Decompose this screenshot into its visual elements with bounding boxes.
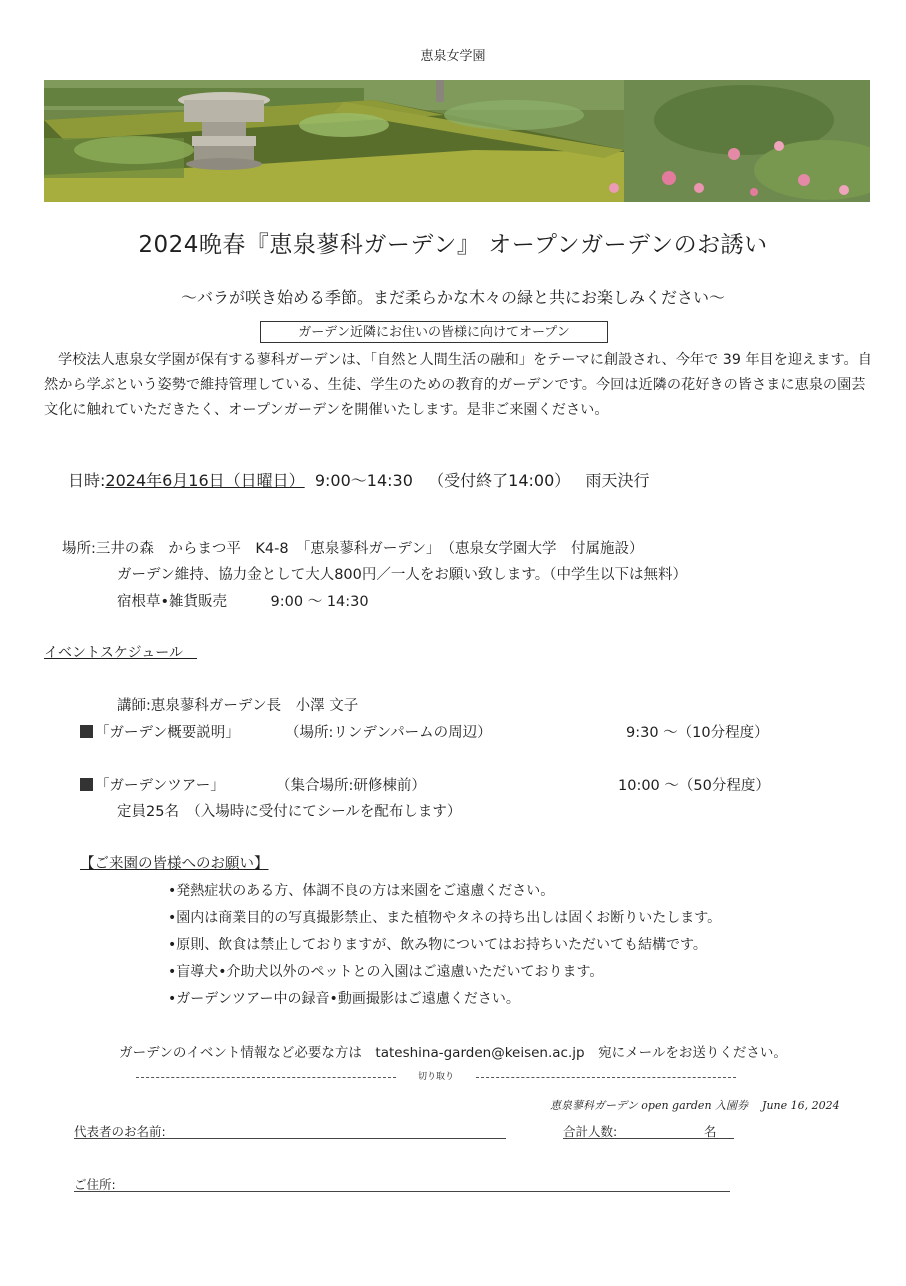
garden-photo (44, 80, 870, 202)
datetime-reception: （受付終了14:00） (428, 471, 571, 490)
capacity-line: 定員25名 （入場時に受付にてシールを配布します） (117, 804, 462, 820)
count-label: 合計人数: (563, 1124, 618, 1139)
subtitle: ～バラが咲き始める季節。まだ柔らかな木々の緑と共にお楽しみください～ (180, 288, 725, 307)
datetime-date: 2024年6月16日（日曜日） (105, 471, 305, 490)
request-item: •園内は商業目的の写真撮影禁止、また植物やタネの持ち出しは固くお断りいたします。 (168, 910, 722, 926)
page-title: 2024晩春『恵泉蓼科ガーデン』 オープンガーデンのお誘い (138, 232, 768, 258)
ticket-title: 恵泉蓼科ガーデン open garden 入園券 (550, 1099, 749, 1112)
datetime-time: 9:00～14:30 (314, 471, 413, 490)
ticket-date: June 16, 2024 (762, 1099, 840, 1112)
event-name: 「ガーデンツアー」 (95, 778, 225, 794)
bullet-square-icon (80, 725, 93, 738)
contact-email: tateshina-garden@keisen.ac.jp (375, 1045, 585, 1061)
contact-before: ガーデンのイベント情報など必要な方は (119, 1045, 376, 1061)
place-line: 場所:三井の森 からまつ平 K4-8 「恵泉蓼科ガーデン」 （恵泉女学園大学 付属施設） (62, 541, 644, 557)
request-item: •ガーデンツアー中の録音•動画撮影はご遠慮ください。 (168, 991, 520, 1007)
event-item (80, 721, 240, 742)
event-time: 9:30 ～（10分程度） (626, 725, 769, 741)
ticket-header (550, 1097, 840, 1113)
count-unit: 名 (704, 1124, 717, 1139)
garden-illustration (44, 80, 870, 202)
event-time: 10:00 ～（50分程度） (618, 778, 770, 794)
notice-box: ガーデン近隣にお住いの皆様に向けてオープン (260, 321, 608, 343)
intro-paragraph: 学校法人恵泉女学園が保有する蓼科ガーデンは、「自然と人間生活の融和」をテーマに創設され、今年で 39 年目を迎えます。自然から学ぶという姿勢で維持管理している、生徒、学生のための教育的ガーデンです。今回は近隣の花好きの皆さまに恵泉の園芸文化に触れていただきたく、オープンガーデンを開催いたします。是非ご来園ください。 (44, 352, 872, 418)
count-line[interactable] (563, 1138, 734, 1139)
datetime-weather: 雨天決行 (585, 471, 650, 490)
address-line[interactable] (74, 1191, 730, 1192)
organization-name: 恵泉女学園 (420, 49, 486, 64)
request-item: •盲導犬•介助犬以外のペットとの入園はご遠慮いただいております。 (168, 964, 604, 980)
datetime-label: 日時: (68, 471, 106, 490)
event-place: （集合場所:研修棟前） (276, 778, 426, 794)
contact-after: 宛にメールをお送りください。 (584, 1045, 787, 1061)
sales-line: 宿根草•雑貨販売 9:00 ～ 14:30 (117, 594, 369, 610)
request-item: •原則、飲食は禁止しておりますが、飲み物についてはお持ちいただいても結構です。 (168, 937, 707, 953)
cut-line (136, 1069, 736, 1085)
schedule-heading: イベントスケジュール (44, 645, 198, 661)
rep-name-line[interactable] (74, 1138, 506, 1139)
contact-line (0, 1041, 906, 1061)
bullet-square-icon (80, 778, 93, 791)
rep-name-label: 代表者のお名前: (74, 1124, 166, 1139)
event-item (80, 774, 225, 795)
event-name: 「ガーデン概要説明」 (95, 725, 240, 741)
address-label: ご住所: (74, 1177, 116, 1192)
requests-heading: 【ご来園の皆様へのお願い】 (80, 856, 269, 872)
lecturer-line: 講師:恵泉蓼科ガーデン長 小澤 文子 (117, 698, 359, 714)
fee-line: ガーデン維持、協力金として大人800円／一人をお願い致します。（中学生以下は無料） (117, 567, 687, 583)
request-item: •発熱症状のある方、体調不良の方は来園をご遠慮ください。 (168, 883, 555, 899)
event-datetime (68, 468, 650, 491)
cut-label: 切り取り (136, 1069, 736, 1085)
event-place: （場所:リンデンパームの周辺） (285, 725, 492, 741)
